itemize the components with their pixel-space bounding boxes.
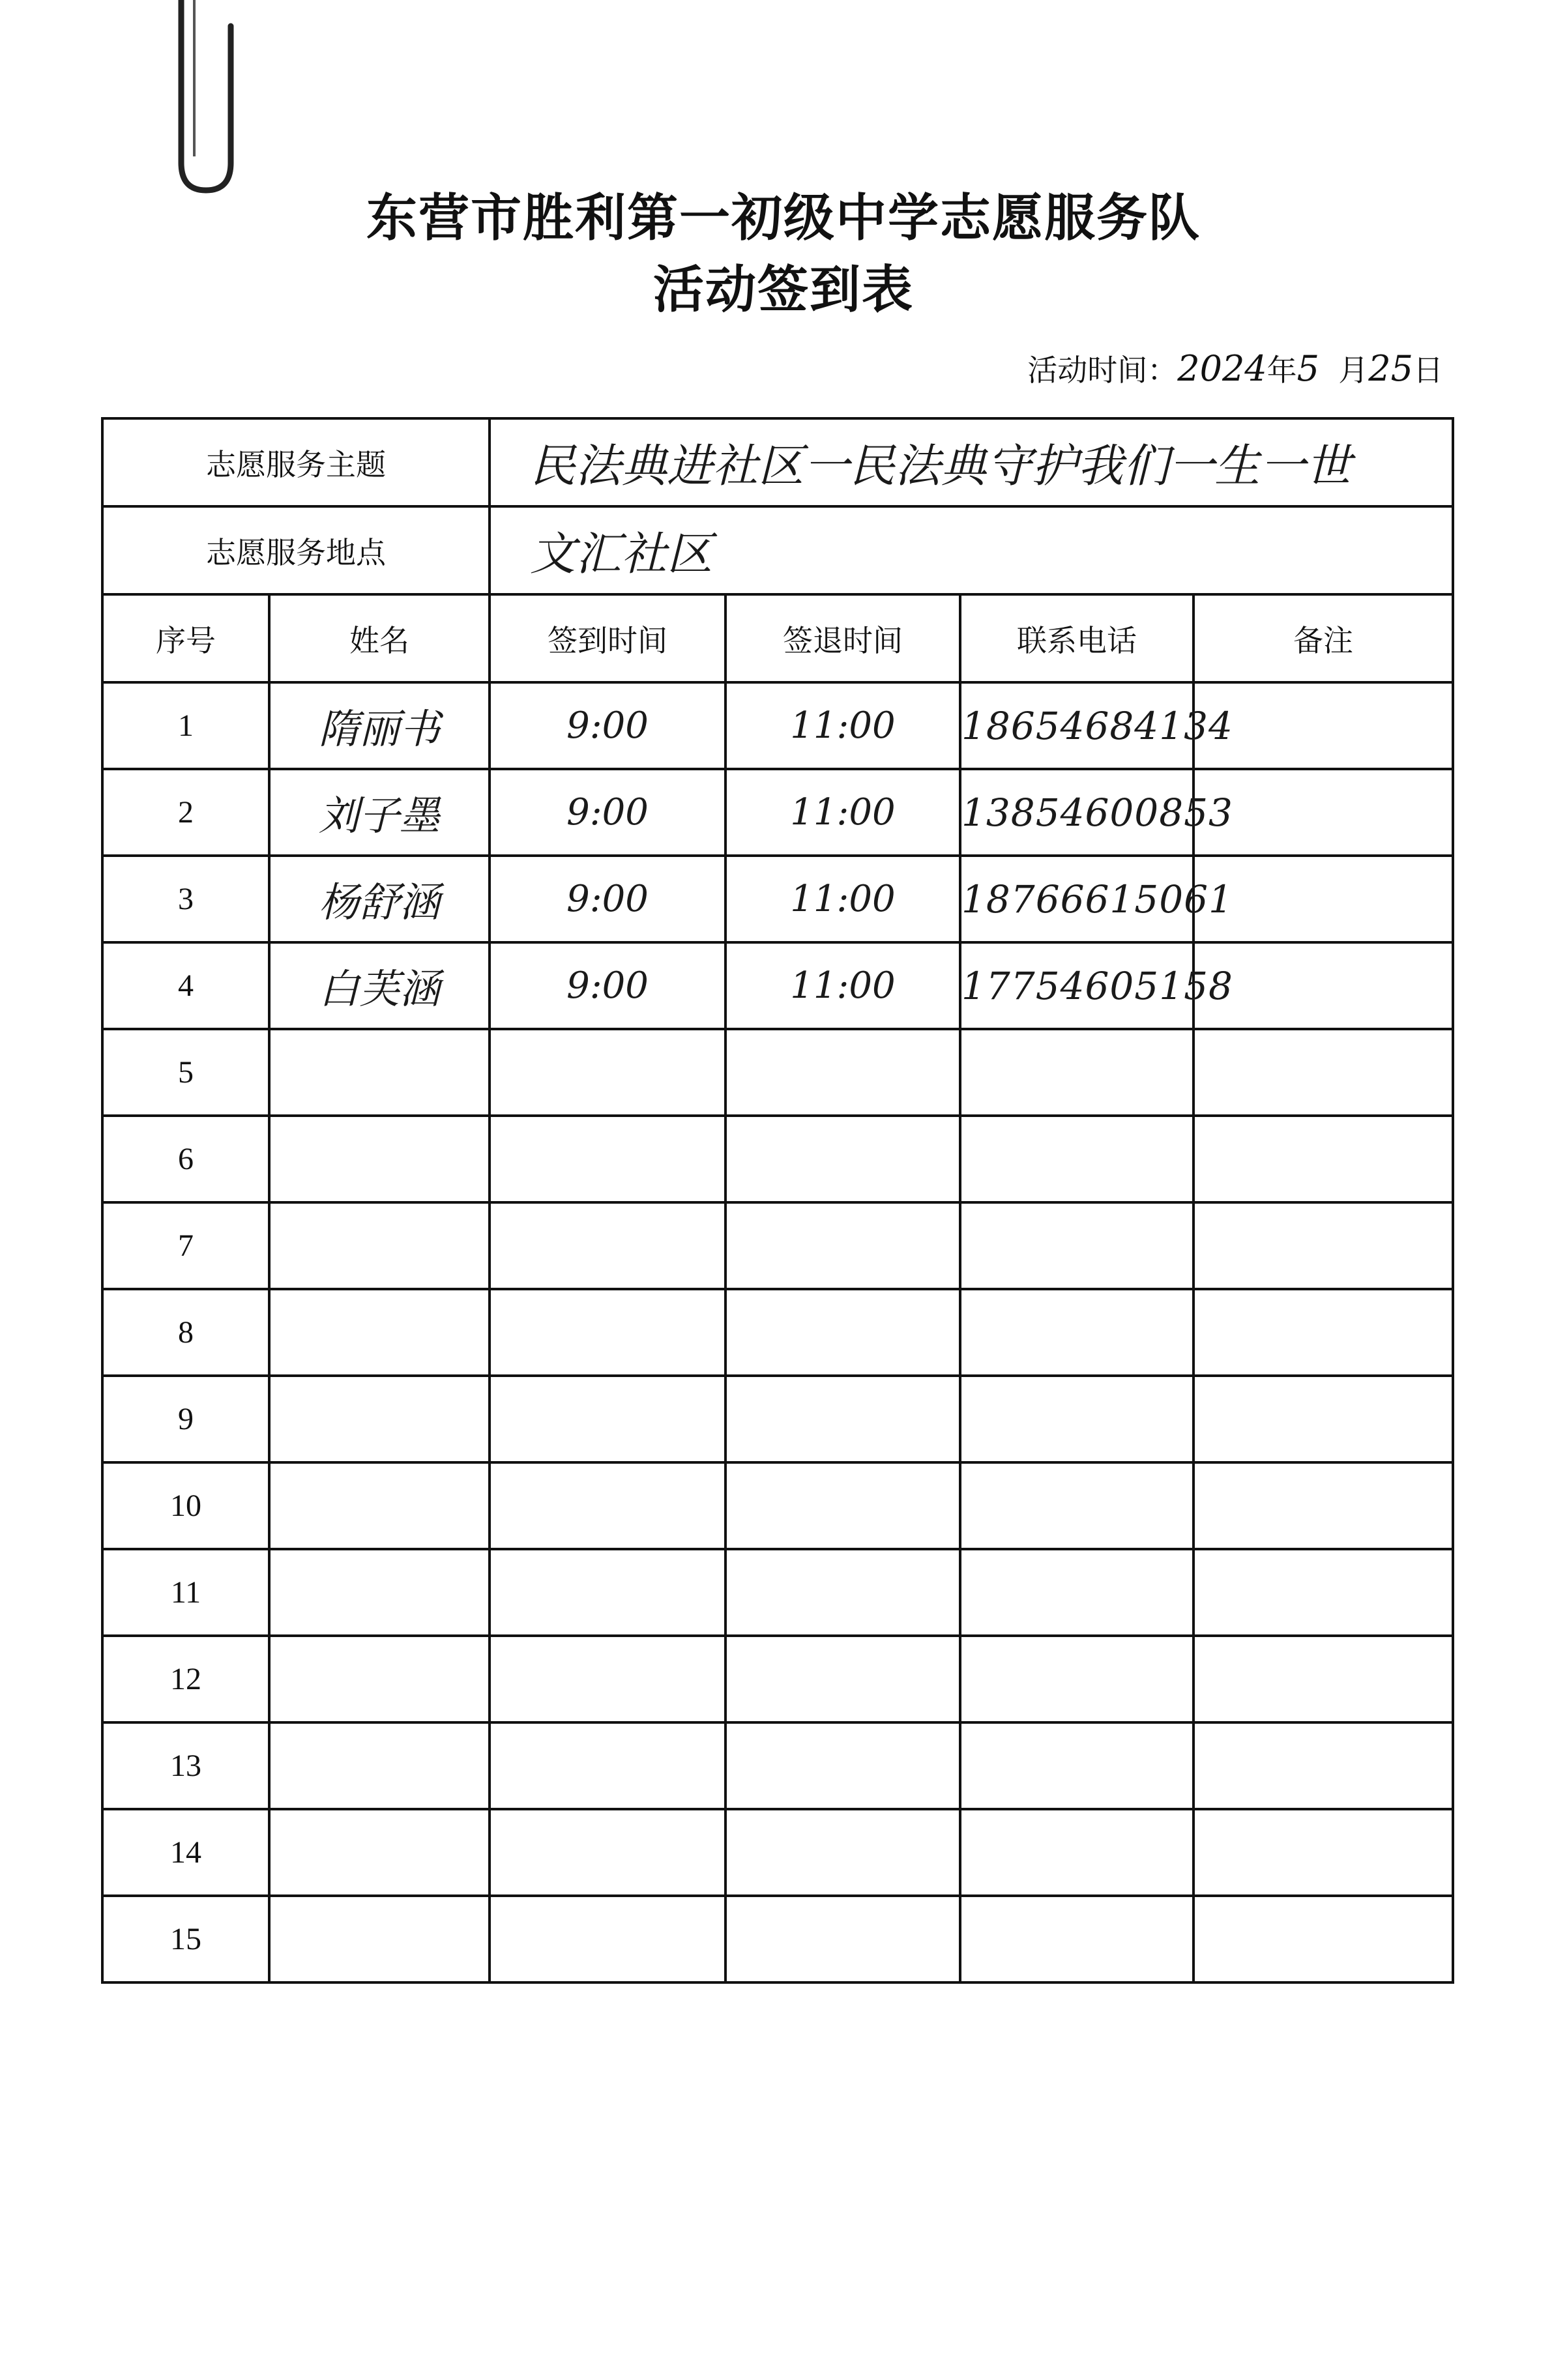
column-header-sign-out: 签退时间 <box>725 594 960 682</box>
row-number: 5 <box>178 1055 194 1090</box>
place-value-cell <box>490 506 1453 594</box>
row-number: 14 <box>170 1835 201 1870</box>
row-name-cell <box>269 1636 490 1722</box>
header-row <box>102 594 1453 682</box>
table-row <box>102 1376 1453 1462</box>
row-number: 11 <box>170 1575 201 1610</box>
row-number-cell <box>102 1809 269 1896</box>
row-number-cell <box>102 682 269 769</box>
row-note-cell <box>1194 1809 1453 1896</box>
table-row <box>102 1462 1453 1549</box>
date-day: 25 <box>1368 348 1413 389</box>
document-title: 东营市胜利第一初级中学志愿服务队 <box>366 189 1201 248</box>
row-sign-in-cell <box>490 1549 725 1636</box>
table-row <box>102 856 1453 942</box>
row-sign-in-cell <box>490 1722 725 1809</box>
row-phone: 17754605158 <box>961 963 1233 1008</box>
row-number: 8 <box>178 1315 194 1350</box>
column-header-phone: 联系电话 <box>960 594 1194 682</box>
row-name-cell <box>269 682 490 769</box>
document-subtitle: 活动签到表 <box>652 261 914 319</box>
row-sign-in: 9:00 <box>566 791 649 834</box>
row-name-cell <box>269 1809 490 1896</box>
row-phone-cell <box>960 769 1233 856</box>
row-sign-in-cell <box>490 1202 725 1289</box>
sign-in-table <box>101 417 1454 1984</box>
row-name: 白芙涵 <box>318 965 440 1013</box>
row-sign-out-cell <box>725 682 960 769</box>
row-number: 6 <box>178 1142 194 1176</box>
row-name-cell <box>269 1462 490 1549</box>
table-row <box>102 1549 1453 1636</box>
row-phone-cell <box>960 1462 1194 1549</box>
row-sign-in-cell <box>490 682 725 769</box>
row-sign-in-cell <box>490 1809 725 1896</box>
row-sign-in: 9:00 <box>566 878 649 920</box>
column-header-note: 备注 <box>1194 594 1453 682</box>
row-phone-cell <box>960 942 1233 1029</box>
column-header-no: 序号 <box>102 594 269 682</box>
column-header-sign-in: 签到时间 <box>490 594 725 682</box>
date-month: 5 <box>1296 348 1320 389</box>
row-note-cell <box>1194 1376 1453 1462</box>
row-number-cell <box>102 1549 269 1636</box>
row-phone-cell <box>960 682 1233 769</box>
row-phone-cell <box>960 856 1233 942</box>
row-sign-out-cell <box>725 856 960 942</box>
table-row <box>102 1116 1453 1202</box>
date-year: 2024 <box>1177 348 1267 389</box>
row-sign-in-cell <box>490 1289 725 1376</box>
row-sign-out: 11:00 <box>790 878 896 920</box>
row-sign-out: 11:00 <box>790 704 896 747</box>
row-note-cell <box>1194 1289 1453 1376</box>
table-row <box>102 769 1453 856</box>
row-number-cell <box>102 1202 269 1289</box>
table-row <box>102 1722 1453 1809</box>
row-sign-out-cell <box>725 769 960 856</box>
table-row <box>102 1029 1453 1116</box>
row-number-cell <box>102 1029 269 1116</box>
row-phone-cell <box>960 1722 1194 1809</box>
row-name: 刘子墨 <box>318 792 440 839</box>
place-label: 志愿服务地点 <box>102 506 490 594</box>
table-row <box>102 682 1453 769</box>
row-phone-cell <box>960 1376 1194 1462</box>
row-sign-out-cell <box>725 942 960 1029</box>
row-phone-cell <box>960 1549 1194 1636</box>
row-name-cell <box>269 1029 490 1116</box>
row-phone: 13854600853 <box>961 790 1233 835</box>
row-name-cell <box>269 1722 490 1809</box>
row-name-cell <box>269 1549 490 1636</box>
row-sign-out-cell <box>725 1636 960 1722</box>
row-note-cell <box>1194 1896 1453 1982</box>
row-number-cell <box>102 1289 269 1376</box>
row-sign-out: 11:00 <box>790 791 896 834</box>
theme-value-cell <box>490 418 1453 506</box>
date-year-unit: 年 <box>1267 353 1297 388</box>
row-phone-cell <box>960 1029 1194 1116</box>
row-name: 杨舒涵 <box>318 878 440 926</box>
row-note-cell <box>1194 1636 1453 1722</box>
row-note-cell <box>1194 1462 1453 1549</box>
row-name-cell <box>269 1289 490 1376</box>
row-sign-out-cell <box>725 1809 960 1896</box>
row-sign-out-cell <box>725 1549 960 1636</box>
row-number-cell <box>102 1116 269 1202</box>
row-sign-in-cell <box>490 942 725 1029</box>
row-number-cell <box>102 1896 269 1982</box>
date-month-unit: 月 <box>1338 353 1369 388</box>
row-sign-out-cell <box>725 1289 960 1376</box>
row-phone-cell <box>960 1289 1194 1376</box>
row-sign-out-cell <box>725 1722 960 1809</box>
row-phone: 18654684134 <box>961 703 1233 748</box>
row-name-cell <box>269 1116 490 1202</box>
row-phone-cell <box>960 1202 1194 1289</box>
row-phone-cell <box>960 1116 1194 1202</box>
row-sign-in-cell <box>490 1462 725 1549</box>
place-value: 文汇社区 <box>530 527 712 581</box>
row-sign-in-cell <box>490 1636 725 1722</box>
place-row <box>102 506 1453 594</box>
row-sign-out: 11:00 <box>790 965 896 1007</box>
row-sign-in-cell <box>490 1376 725 1462</box>
table-row <box>102 1896 1453 1982</box>
date-day-unit: 日 <box>1413 353 1443 388</box>
row-number: 4 <box>178 968 194 1003</box>
row-sign-in-cell <box>490 769 725 856</box>
row-number-cell <box>102 1462 269 1549</box>
table-row <box>102 1202 1453 1289</box>
row-phone-cell <box>960 1636 1194 1722</box>
row-number: 10 <box>170 1488 201 1523</box>
row-number-cell <box>102 769 269 856</box>
row-name-cell <box>269 856 490 942</box>
row-name-cell <box>269 1202 490 1289</box>
row-number: 3 <box>178 882 194 916</box>
theme-row <box>102 418 1453 506</box>
row-sign-in-cell <box>490 1029 725 1116</box>
row-sign-out-cell <box>725 1202 960 1289</box>
row-number: 2 <box>178 795 194 830</box>
theme-value: 民法典进社区一民法典守护我们一生一世 <box>530 439 1351 493</box>
row-sign-in-cell <box>490 1116 725 1202</box>
row-sign-in-cell <box>490 856 725 942</box>
row-name-cell <box>269 1376 490 1462</box>
row-sign-out-cell <box>725 1116 960 1202</box>
row-number: 9 <box>178 1402 194 1436</box>
row-number-cell <box>102 942 269 1029</box>
theme-label: 志愿服务主题 <box>102 418 490 506</box>
date-label: 活动时间： <box>1027 353 1178 388</box>
row-number: 13 <box>170 1749 201 1783</box>
row-sign-in: 9:00 <box>566 704 649 747</box>
row-note-cell <box>1194 1029 1453 1116</box>
row-sign-in: 9:00 <box>566 965 649 1007</box>
row-number-cell <box>102 1636 269 1722</box>
row-note-cell <box>1194 1722 1453 1809</box>
row-name-cell <box>269 769 490 856</box>
row-number: 15 <box>170 1922 201 1956</box>
row-note-cell <box>1194 1202 1453 1289</box>
row-name-cell <box>269 1896 490 1982</box>
row-number-cell <box>102 1376 269 1462</box>
row-sign-out-cell <box>725 1896 960 1982</box>
row-name-cell <box>269 942 490 1029</box>
table-row <box>102 1289 1453 1376</box>
row-phone-cell <box>960 1896 1194 1982</box>
row-phone-cell <box>960 1809 1194 1896</box>
row-sign-out-cell <box>725 1376 960 1462</box>
table-row <box>102 942 1453 1029</box>
row-sign-out-cell <box>725 1029 960 1116</box>
row-phone: 18766615061 <box>961 877 1233 922</box>
row-sign-out-cell <box>725 1462 960 1549</box>
table-row <box>102 1636 1453 1722</box>
row-sign-in-cell <box>490 1896 725 1982</box>
column-header-name: 姓名 <box>269 594 490 682</box>
row-number: 1 <box>178 708 194 743</box>
row-number: 7 <box>178 1228 194 1263</box>
row-note-cell <box>1194 1549 1453 1636</box>
row-number: 12 <box>170 1662 201 1696</box>
row-name: 隋丽书 <box>318 705 440 753</box>
activity-date <box>1027 347 1443 390</box>
row-note-cell <box>1194 1116 1453 1202</box>
row-number-cell <box>102 1722 269 1809</box>
row-number-cell <box>102 856 269 942</box>
table-row <box>102 1809 1453 1896</box>
paper-clip-icon <box>175 0 235 196</box>
